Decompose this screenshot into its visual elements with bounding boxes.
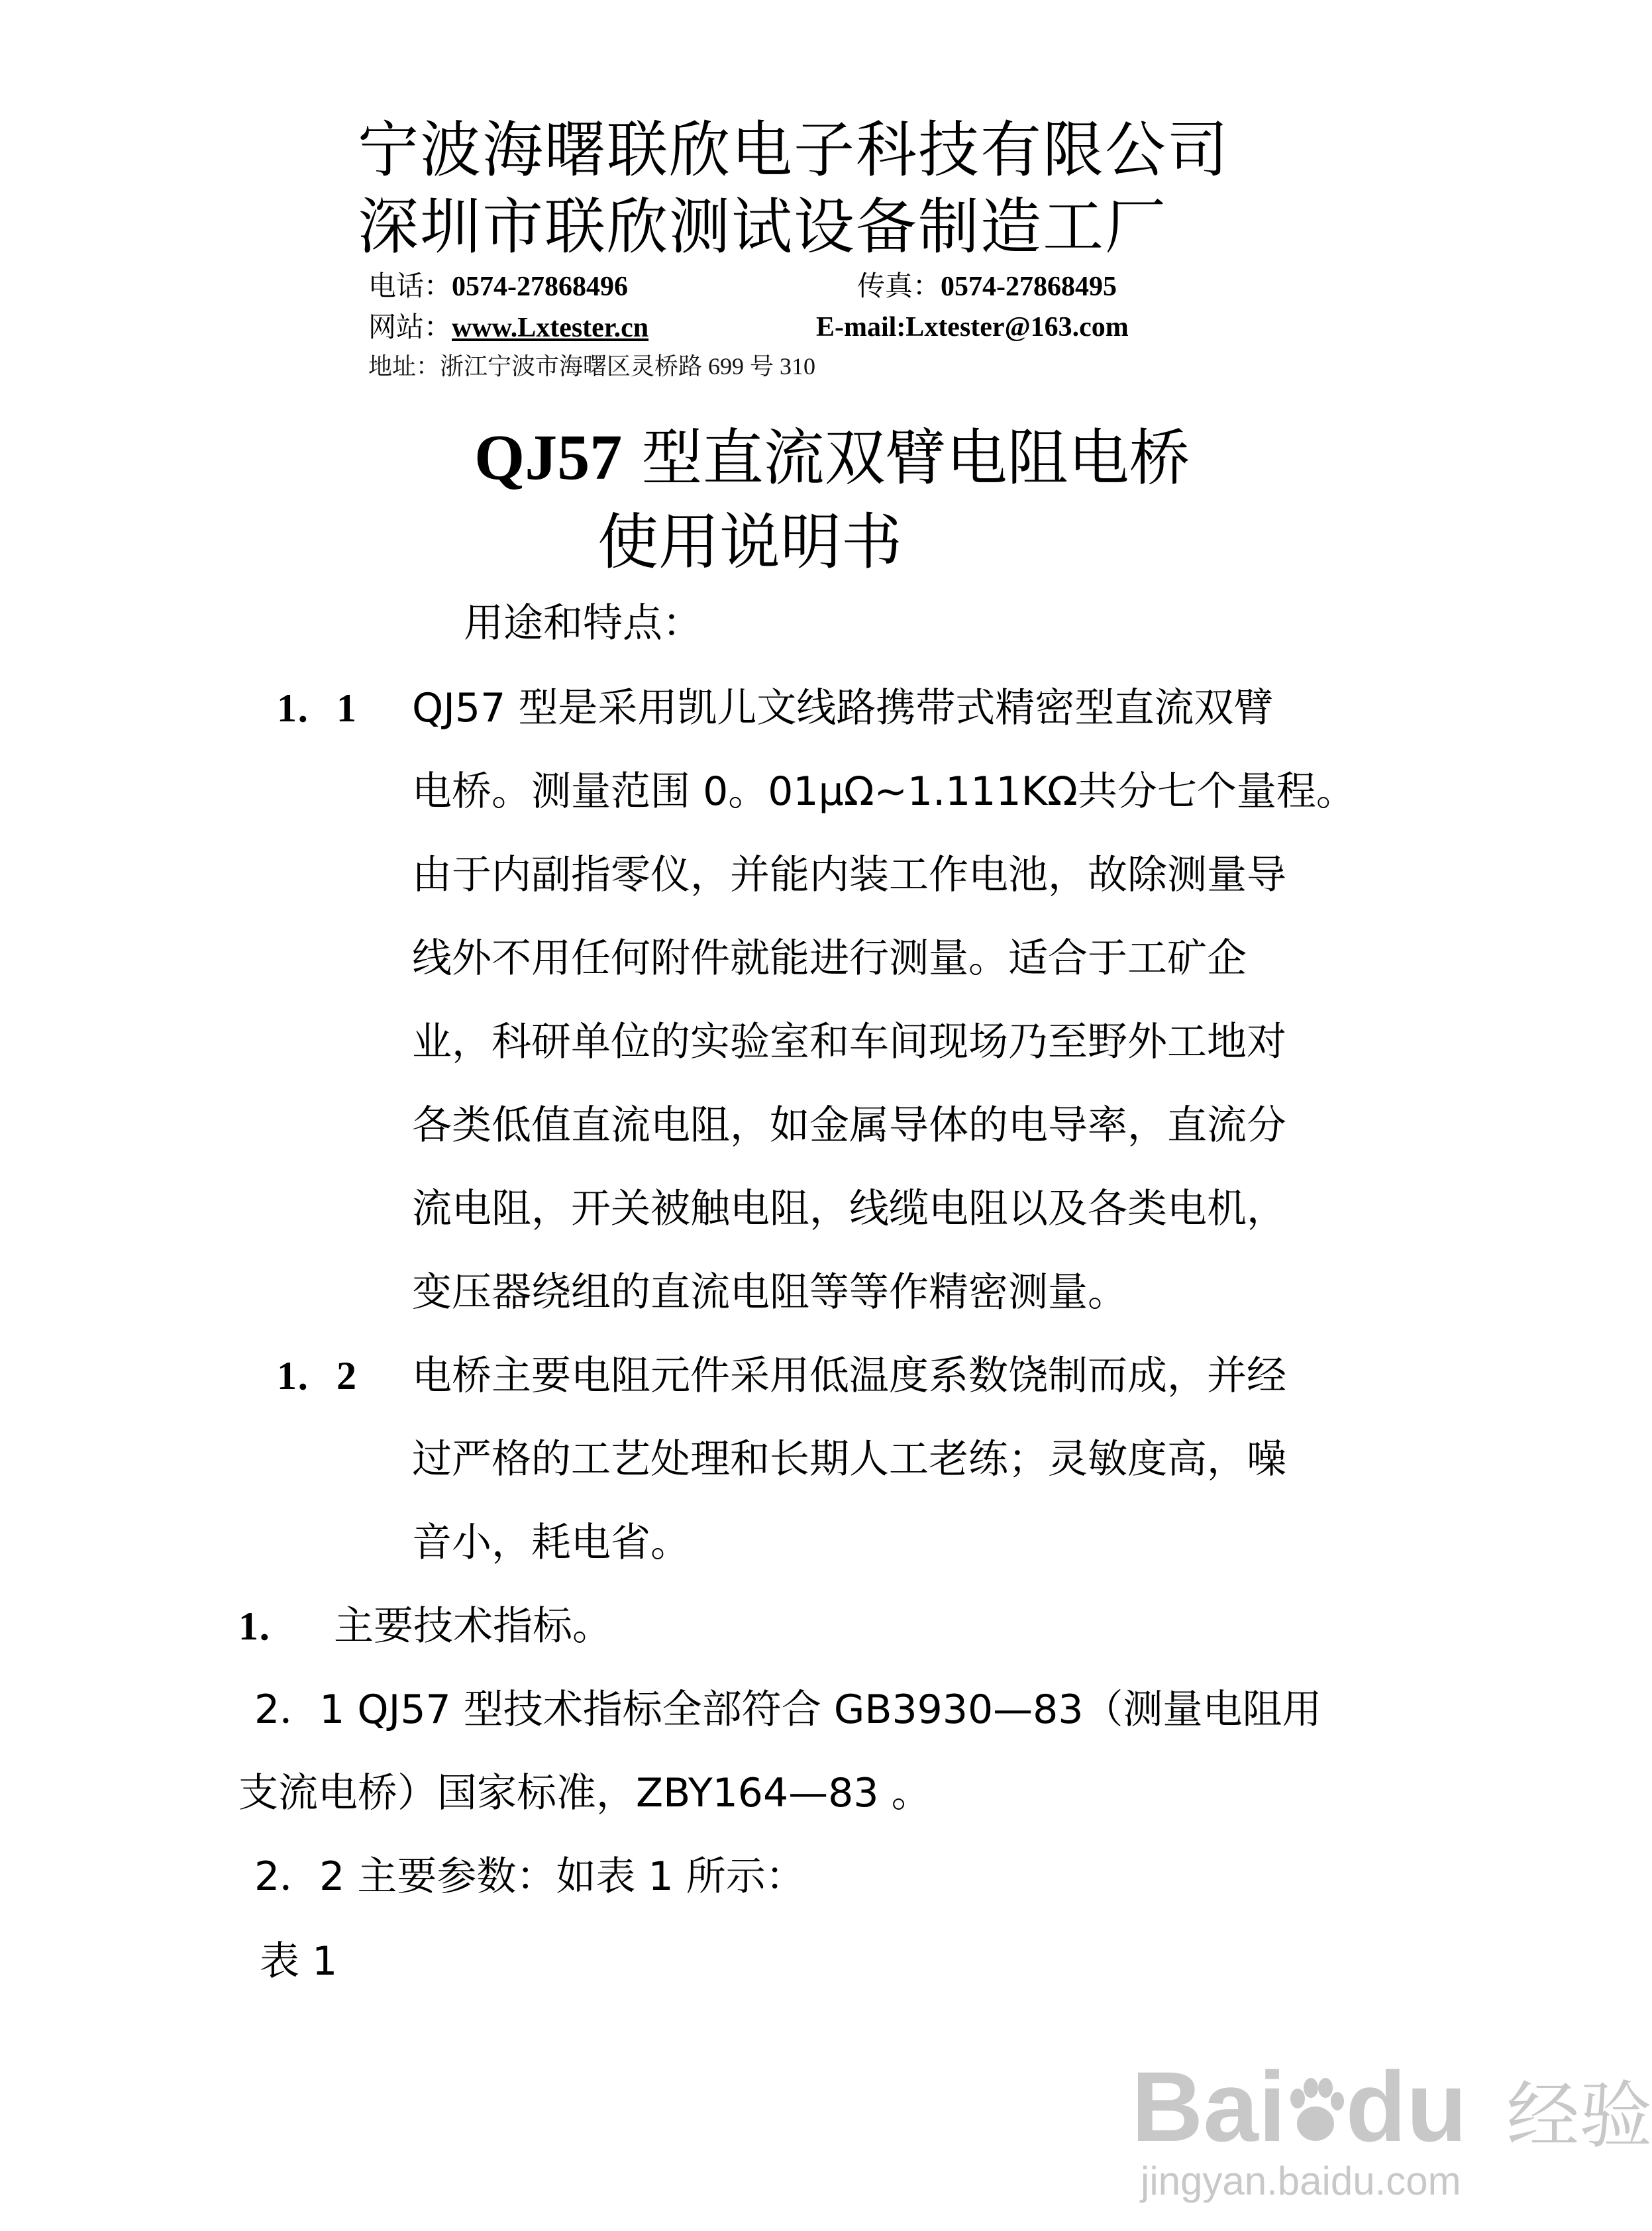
watermark-jingyan: 经验 [1506,2073,1652,2158]
phone-number: 0574-27868496 [452,272,629,302]
spec-paragraph-2-1-line-1: 2．1 QJ57 型技术指标全部符合 GB3930—83（测量电阻用 [254,1686,1322,1733]
company-name-shenzhen: 深圳市联欣测试设备制造工厂 [358,191,1168,262]
fax-label: 传真： [857,270,941,302]
address-line: 地址：浙江宁波市海曙区灵桥路 699 号 310 [368,353,816,380]
document-title [474,421,1190,495]
spec-paragraph-2-2: 2．2 主要参数：如表 1 所示： [254,1853,805,1900]
paw-icon [1286,2061,1345,2134]
table-label: 表 1 [260,1938,338,1985]
item-number-1-1: 1．1 [277,686,356,730]
section-heading-purpose: 用途和特点： [464,600,702,647]
model-number: QJ57 [474,422,623,493]
item-1-1-line-5: 业，科研单位的实验室和车间现场乃至野外工地对 [412,1019,1286,1065]
title-product-name: 型直流双臂电阻电桥 [641,423,1190,493]
website-label: 网站： [368,311,452,343]
watermark-url: jingyan.baidu.com [1141,2159,1461,2203]
document-subtitle: 使用说明书 [597,507,903,578]
item-1-2-line-3: 音小，耗电省。 [412,1520,690,1566]
email-address: E-mail:Lxtester@163.com [816,312,1129,342]
fax-number: 0574-27868495 [941,272,1117,302]
item-1-1-line-8: 变压器绕组的直流电阻等等作精密测量。 [412,1269,1127,1316]
phone-line [368,268,628,305]
item-1-1-line-3: 由于内副指零仪，并能内装工作电池，故除测量导 [412,852,1286,898]
watermark-brand-du: du [1345,2051,1467,2162]
section-number-main-specs: 1． [238,1604,298,1648]
item-1-2-line-2: 过严格的工艺处理和长期人工老练；灵敏度高，噪 [412,1436,1286,1482]
phone-label: 电话： [368,270,452,302]
watermark-brand-bai: Bai [1131,2051,1286,2162]
item-1-1-line-7: 流电阻，开关被触电阻，线缆电阻以及各类电机， [412,1186,1286,1232]
item-1-1-line-6: 各类低值直流电阻，如金属导体的电导率，直流分 [412,1102,1286,1149]
company-name-ningbo: 宁波海曙联欣电子科技有限公司 [358,115,1230,185]
section-heading-main-specs: 主要技术指标。 [334,1603,612,1649]
spec-paragraph-2-1-line-2: 支流电桥）国家标准，ZBY164—83 。 [238,1770,931,1816]
item-1-2-line-1: 电桥主要电阻元件采用低温度系数饶制而成，并经 [412,1353,1286,1399]
item-1-1-line-1: QJ57 型是采用凯儿文线路携带式精密型直流双臂 [412,685,1274,731]
item-number-1-2: 1．2 [277,1354,356,1398]
baidu-watermark-logo [1131,2053,1652,2169]
item-1-1-line-2: 电桥。测量范围 0。01μΩ~1.111KΩ共分七个量程。 [412,768,1356,815]
website-link[interactable]: www.Lxtester.cn [452,313,649,343]
fax-line [857,268,1117,305]
website-line [368,309,648,346]
item-1-1-line-4: 线外不用任何附件就能进行测量。适合于工矿企 [412,935,1247,982]
